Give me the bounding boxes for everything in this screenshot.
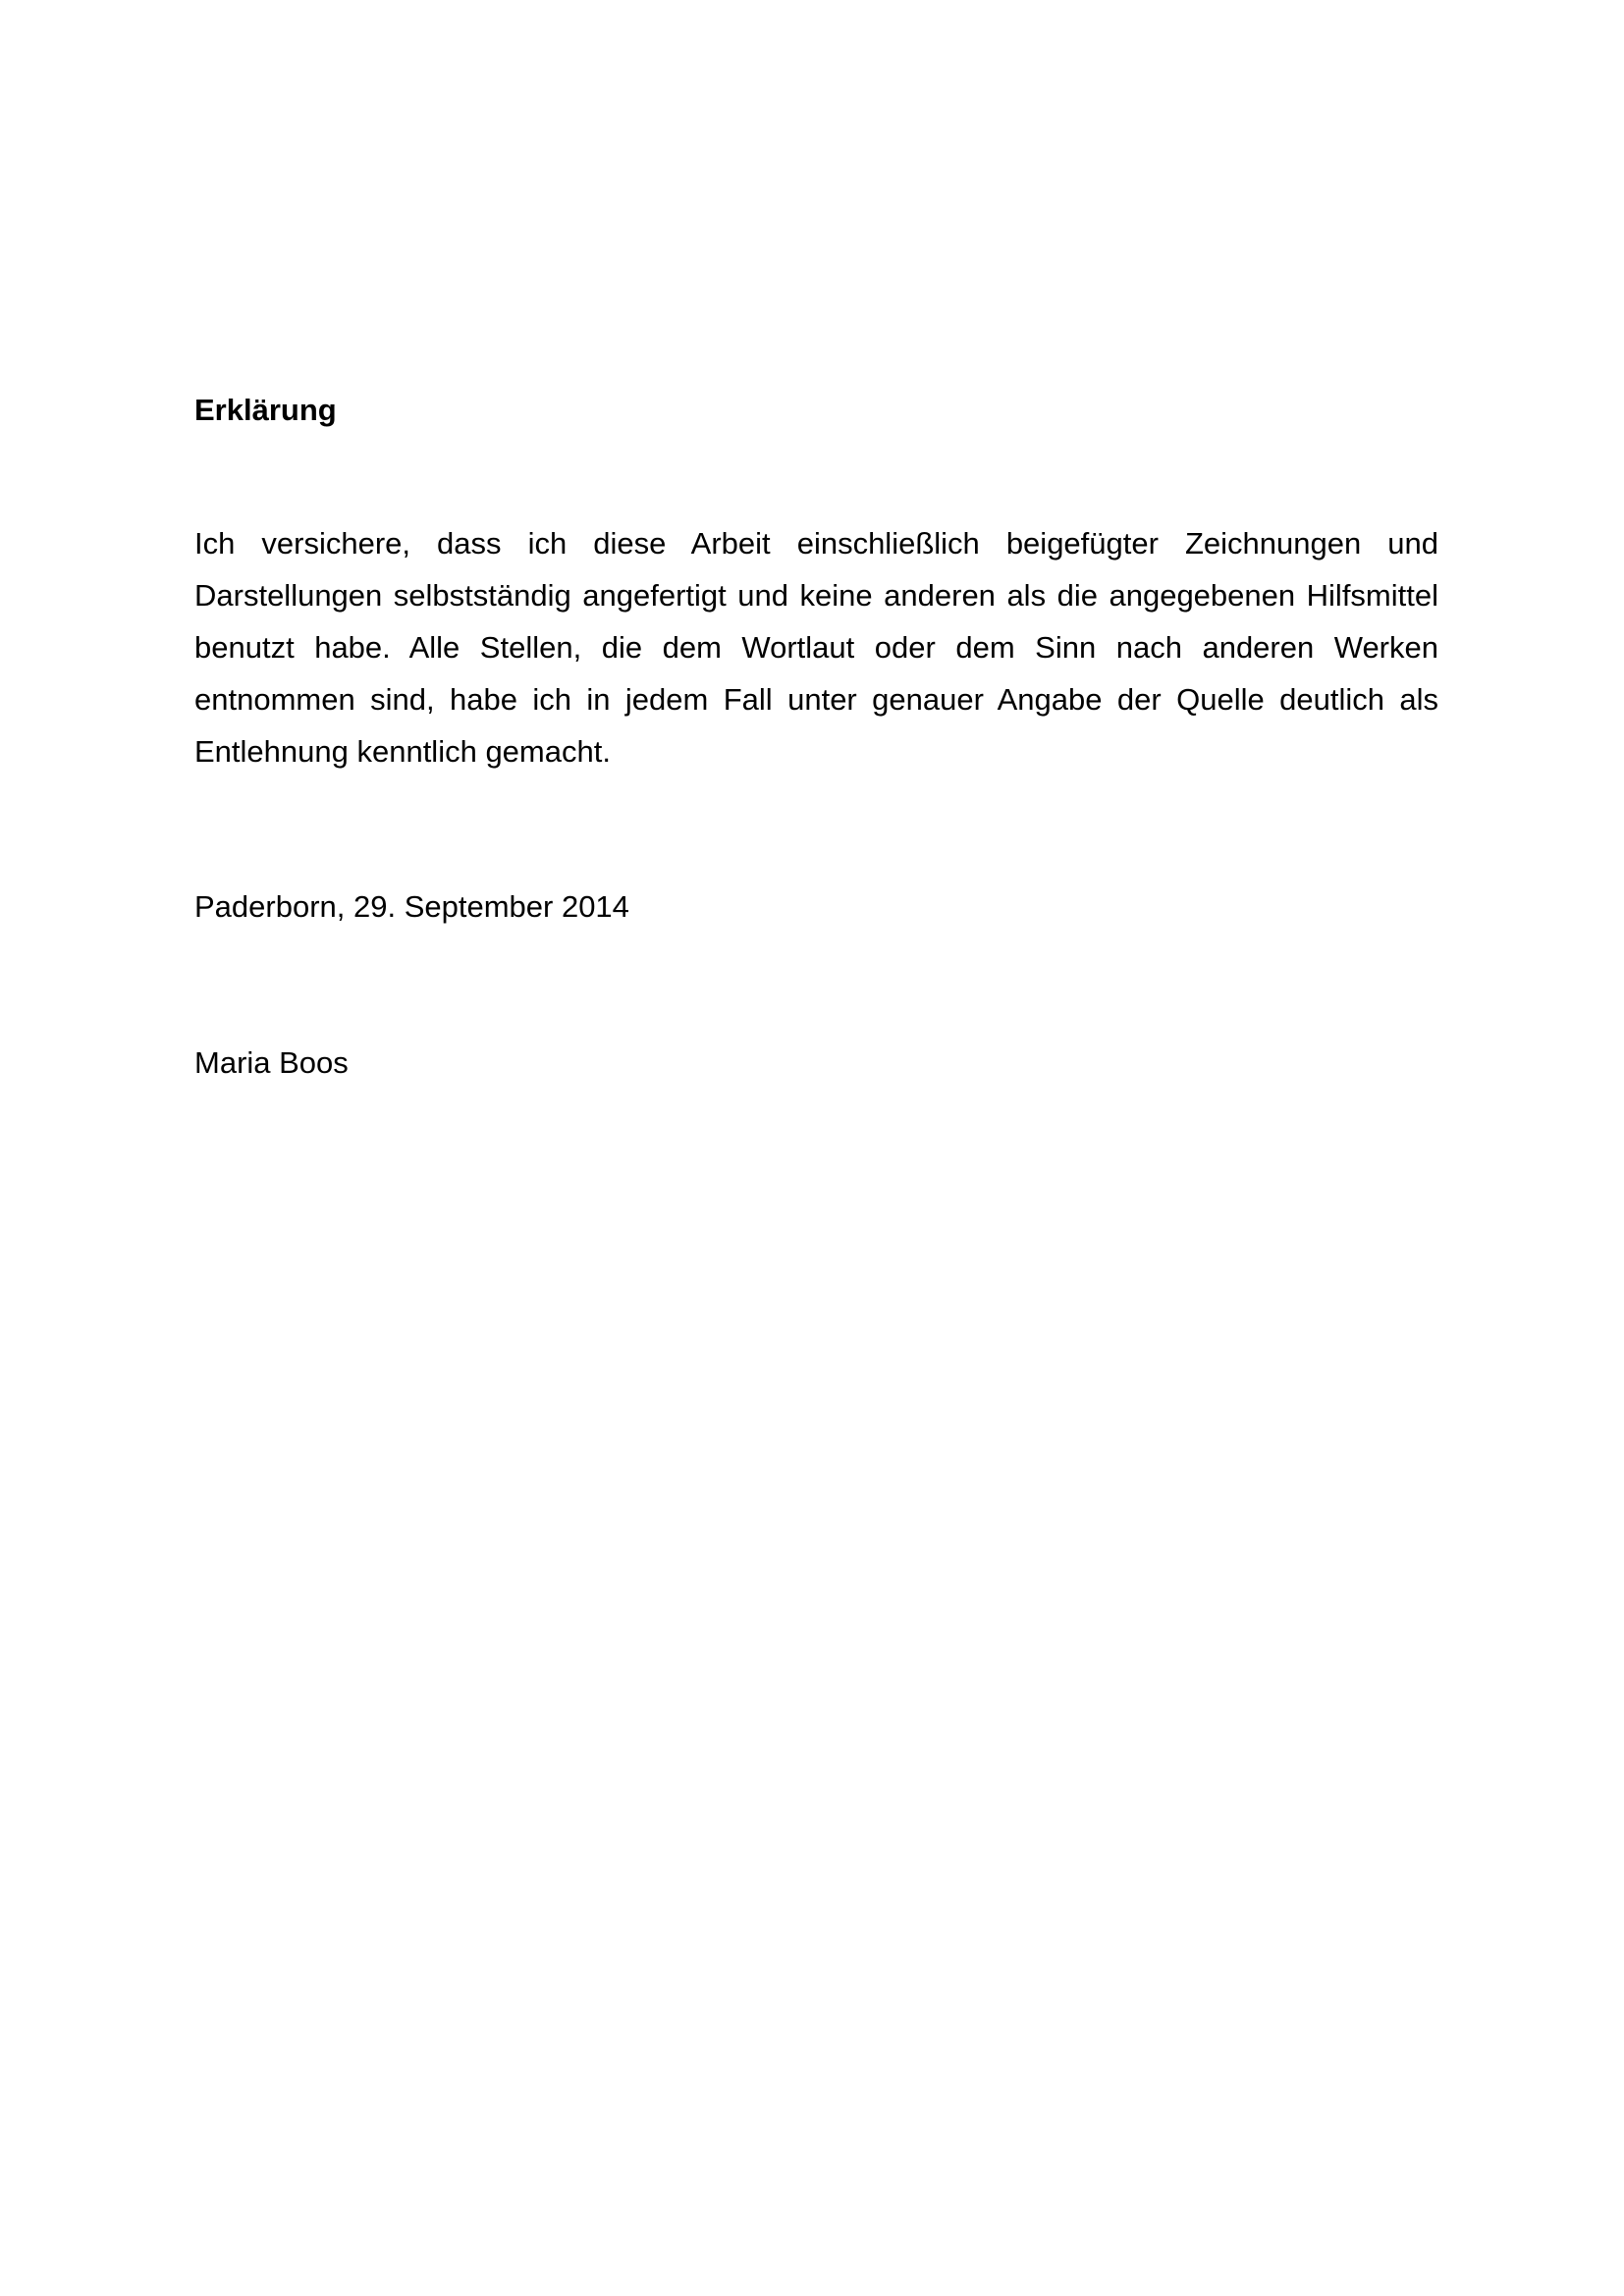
signature-name: Maria Boos	[194, 1045, 349, 1080]
place-and-date: Paderborn, 29. September 2014	[194, 889, 629, 924]
declaration-paragraph: Ich versichere, dass ich diese Arbeit einschließlich beigefügter Zeichnungen und Darstellungen selbstständig angefertigt und keine anderen als die angegebenen Hilfsmittel benutzt habe. Alle Stellen, die dem Wortlaut oder dem Sinn nach anderen Werken entnommen sind, habe ich in jedem Fall unter genauer Angabe der Quelle deutlich als Entlehnung kenntlich gemacht.	[194, 526, 1438, 769]
page-title: Erklärung	[194, 393, 337, 427]
